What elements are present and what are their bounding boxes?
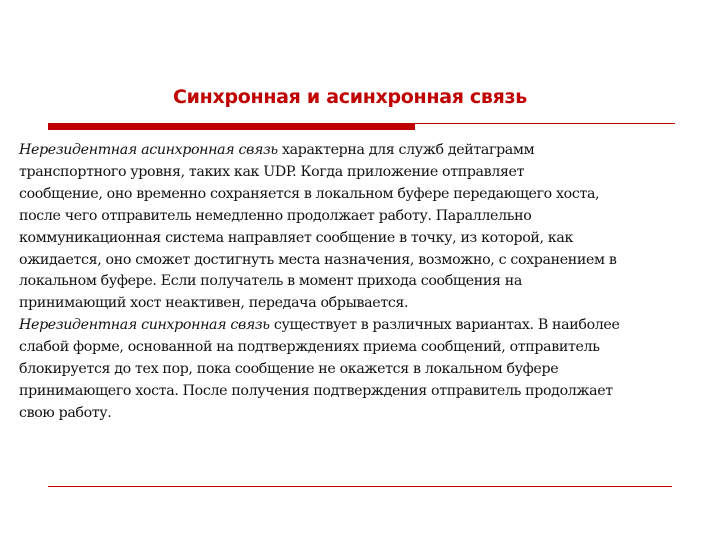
term-async: Нерезидентная асинхронная связь [19,142,278,158]
paragraph-async [19,140,709,315]
text-line: существует в различных вариантах. В наиболее [269,317,620,334]
term-sync: Нерезидентная синхронная связь [19,317,270,334]
text-line: ожидается, оно сможет достигнуть места назначения, возможно, с сохранением в [19,251,617,268]
slide-body [19,140,709,425]
text-line: характерна для служб дейтаграмм [277,142,535,158]
footer-line [48,486,672,487]
title-accent-bar [48,124,415,130]
text-line: принимающий хост неактивен, передача обрывается. [19,295,409,312]
text-line: локальном буфере. Если получатель в момент прихода сообщения на [19,273,522,290]
text-line: сообщение, оно временно сохраняется в локальном буфере передающего хоста, [19,185,600,202]
text-line: блокируется до тех пор, пока сообщение не окажется в локальном буфере [19,361,559,378]
text-line: свою работу. [19,404,112,421]
text-line: слабой форме, основанной на подтверждениях приема сообщений, отправитель [19,339,600,356]
paragraph-sync [19,315,709,425]
text-line: после чего отправитель немедленно продолжает работу. Параллельно [19,207,532,224]
slide-title: Синхронная и асинхронная связь [173,86,527,108]
text-line: транспортного уровня, таких как UDP. Когда приложение отправляет [19,163,525,180]
text-line: коммуникационная система направляет сообщение в точку, из которой, как [19,229,574,246]
text-line: принимающего хоста. После получения подтверждения отправитель продолжает [19,382,613,399]
